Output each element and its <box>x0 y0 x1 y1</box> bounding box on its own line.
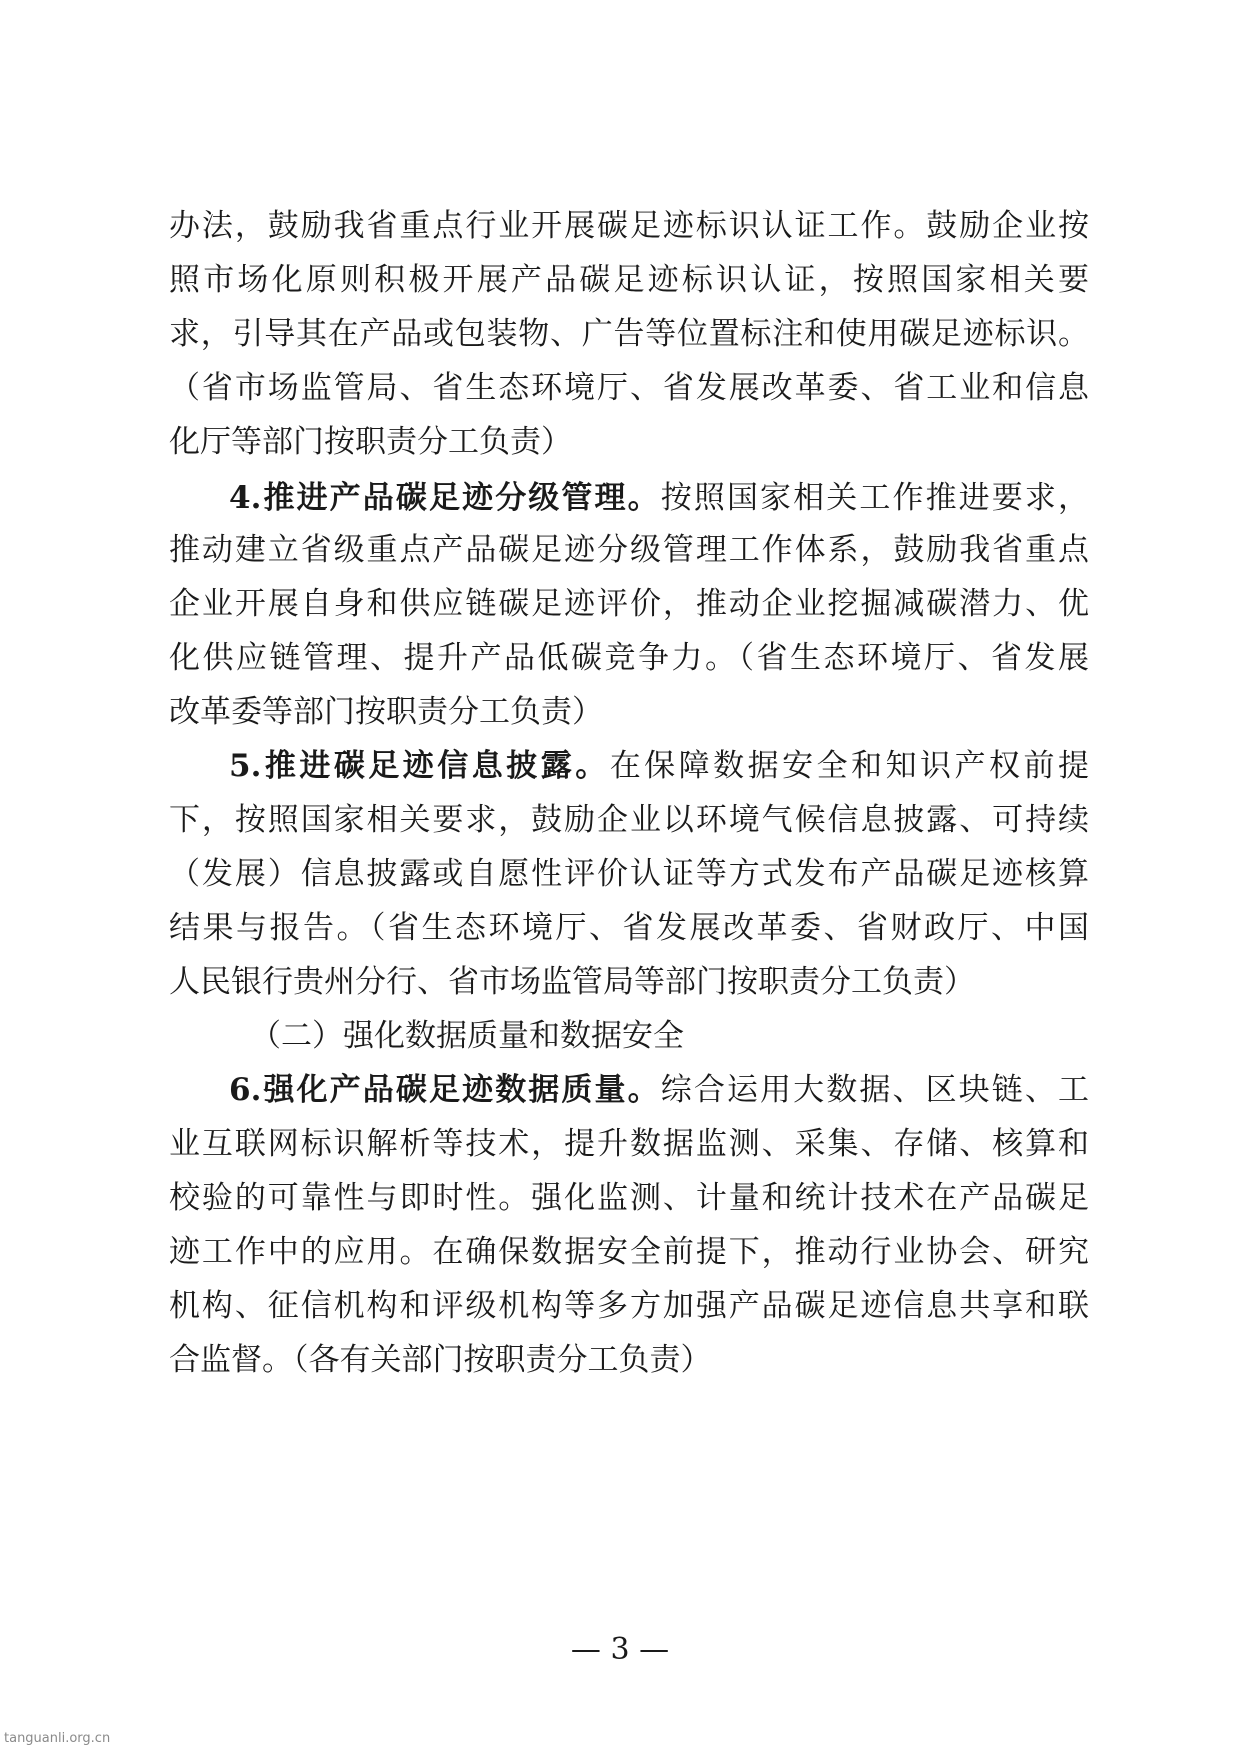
paragraph-5-first-line <box>229 737 1089 795</box>
paragraph-6-line-5: 机构、征信机构和评级机构等多方加强产品碳足迹信息共享和联 <box>169 1288 1089 1324</box>
paragraph-6-line-4: 迹工作中的应用。在确保数据安全前提下，推动行业协会、研究 <box>169 1234 1089 1270</box>
paragraph-5-line-2: 下，按照国家相关要求，鼓励企业以环境气候信息披露、可持续 <box>169 802 1089 838</box>
paragraph-5-line-4: 结果与报告。（省生态环境厅、省发展改革委、省财政厅、中国 <box>169 910 1089 946</box>
paragraph-4-first-line-text: 按照国家相关工作推进要求， <box>660 480 1089 516</box>
paragraph-6-line-3: 校验的可靠性与即时性。强化监测、计量和统计技术在产品碳足 <box>169 1180 1089 1216</box>
paragraph-5-first-line-text: 在保障数据安全和知识产权前提 <box>609 748 1089 784</box>
paragraph-4-title: 4.推进产品碳足迹分级管理。 <box>229 480 661 516</box>
paragraph-5-line-3: （发展）信息披露或自愿性评价认证等方式发布产品碳足迹核算 <box>169 856 1089 892</box>
paragraph-1-line-3: 求，引导其在产品或包装物、广告等位置标注和使用碳足迹标识。 <box>169 316 1089 352</box>
paragraph-6-line-2: 业互联网标识解析等技术，提升数据监测、采集、存储、核算和 <box>169 1126 1089 1162</box>
page-number: — 3 — <box>570 1632 670 1667</box>
watermark: tanguanli.org.cn <box>4 1731 111 1746</box>
paragraph-1-line-1: 办法，鼓励我省重点行业开展碳足迹标识认证工作。鼓励企业按 <box>169 208 1089 244</box>
paragraph-5-title: 5.推进碳足迹信息披露。 <box>229 748 610 784</box>
paragraph-6-first-line-text: 综合运用大数据、区块链、工 <box>660 1072 1089 1108</box>
paragraph-6-first-line <box>229 1061 1089 1119</box>
paragraph-1-line-4: （省市场监管局、省生态环境厅、省发展改革委、省工业和信息 <box>169 370 1089 406</box>
paragraph-4-line-4: 化供应链管理、提升产品低碳竞争力。（省生态环境厅、省发展 <box>169 640 1089 676</box>
paragraph-4-line-2: 推动建立省级重点产品碳足迹分级管理工作体系，鼓励我省重点 <box>169 532 1089 568</box>
paragraph-6-title: 6.强化产品碳足迹数据质量。 <box>229 1072 661 1108</box>
paragraph-6-line-6: 合监督。（各有关部门按职责分工负责） <box>169 1342 712 1378</box>
paragraph-4-line-5: 改革委等部门按职责分工负责） <box>169 694 603 730</box>
paragraph-4-line-3: 企业开展自身和供应链碳足迹评价，推动企业挖掘减碳潜力、优 <box>169 586 1089 622</box>
paragraph-1-line-2: 照市场化原则积极开展产品碳足迹标识认证，按照国家相关要 <box>169 262 1089 298</box>
paragraph-4-first-line <box>229 469 1089 527</box>
paragraph-1-line-5: 化厅等部门按职责分工负责） <box>169 424 572 460</box>
section-heading: （二）强化数据质量和数据安全 <box>250 1018 684 1054</box>
paragraph-5-line-5: 人民银行贵州分行、省市场监管局等部门按职责分工负责） <box>169 964 975 1000</box>
